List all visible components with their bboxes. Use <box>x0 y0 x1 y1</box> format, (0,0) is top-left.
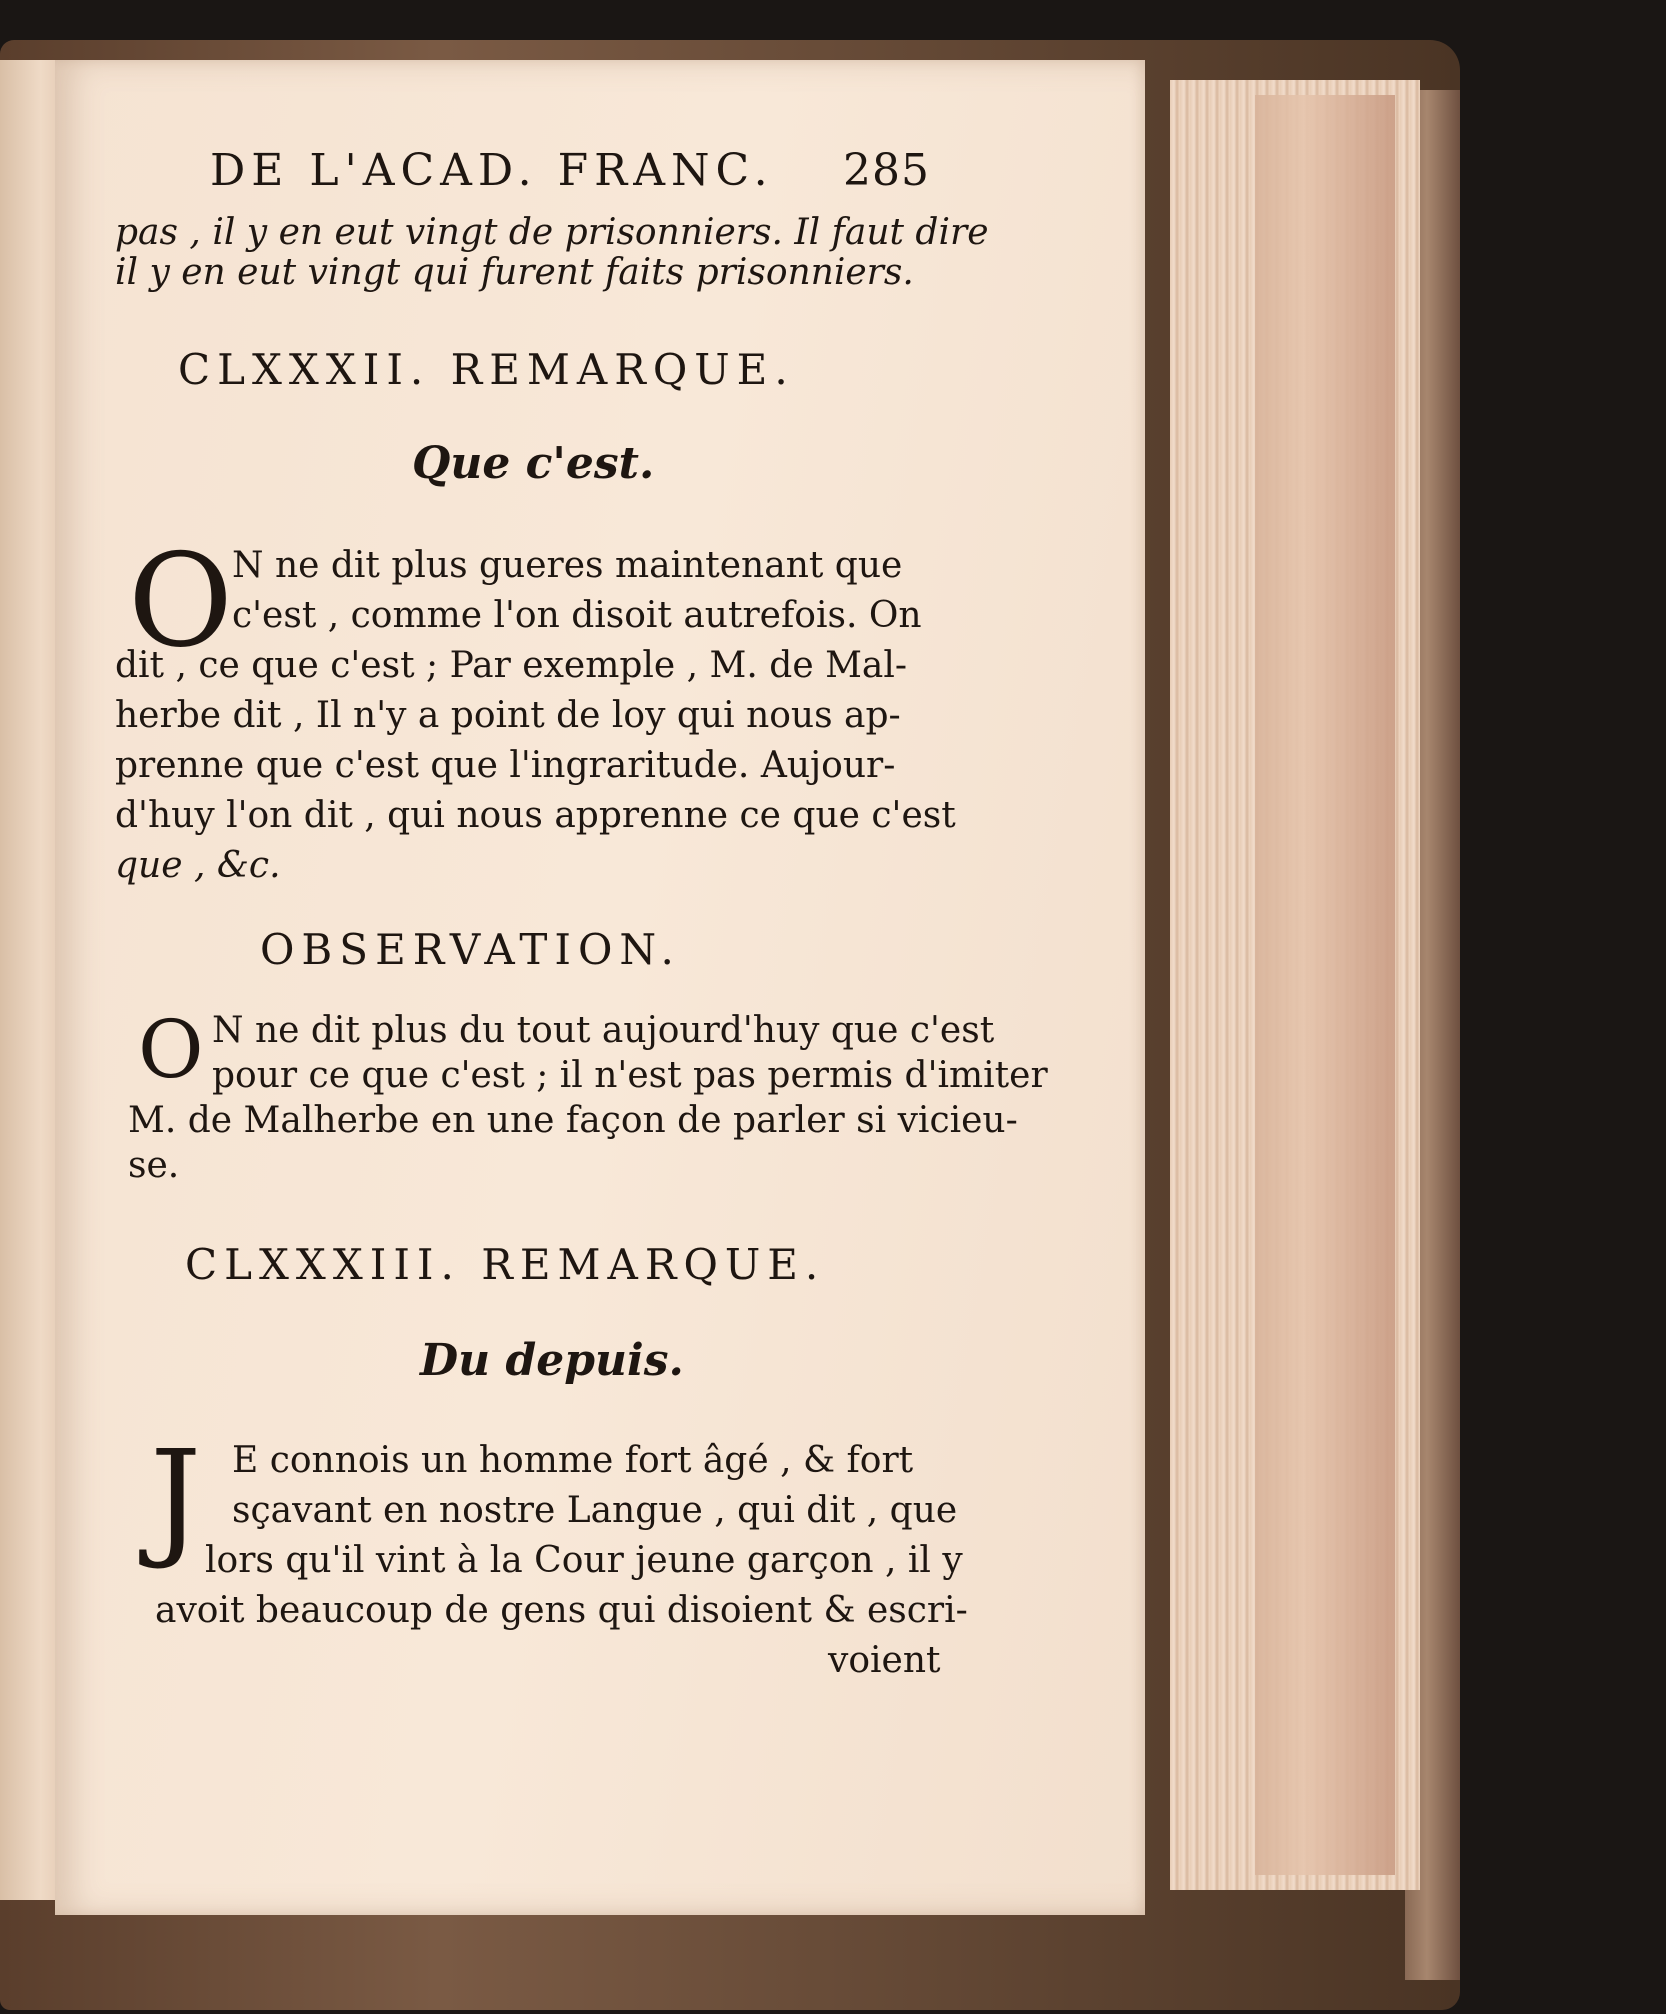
page-block-shade <box>1255 95 1395 1875</box>
remark-172-line: prenne que c'est que l'ingraritude. Aujour- <box>115 745 896 786</box>
remark-172-line: dit , ce que c'est ; Par exemple , M. de Mal- <box>115 645 908 686</box>
remark-173-subhead: Du depuis. <box>420 1335 684 1386</box>
remark-173-line: E connois un homme fort âgé , & fort <box>232 1440 914 1481</box>
remark-172-line: d'huy l'on dit , qui nous apprenne ce que c'est <box>115 795 956 836</box>
remark-172-line: herbe dit , Il n'y a point de loy qui nous ap- <box>115 695 901 736</box>
remark-173-line: voient <box>828 1640 941 1681</box>
remark-172-subhead: Que c'est. <box>412 438 655 489</box>
remark-172-line: N ne dit plus gueres maintenant que <box>232 545 903 586</box>
observation-line: N ne dit plus du tout aujourd'huy que c'est <box>212 1010 995 1051</box>
running-header <box>210 145 930 196</box>
remark-172-line: que , &c. <box>115 845 281 886</box>
observation-dropcap: O <box>138 1003 204 1096</box>
remark-173-line: avoit beaucoup de gens qui disoient & escri- <box>155 1590 968 1631</box>
remark-172-title: CLXXXII. REMARQUE. <box>178 345 795 394</box>
book-page <box>55 60 1145 1915</box>
intro-line: il y en eut vingt qui furent faits prisonniers. <box>115 252 914 293</box>
remark-172-line: c'est , comme l'on disoit autrefois. On <box>232 595 922 636</box>
running-title: DE L'ACAD. FRANC. <box>210 145 774 196</box>
observation-line: M. de Malherbe en une façon de parler si vicieu- <box>128 1100 1018 1141</box>
observation-line: pour ce que c'est ; il n'est pas permis d'imiter <box>212 1055 1048 1096</box>
remark-173-dropcap: J <box>150 1424 202 1573</box>
observation-line: se. <box>128 1145 180 1186</box>
left-page-edge <box>0 60 60 1900</box>
remark-173-title: CLXXXIII. REMARQUE. <box>185 1240 826 1289</box>
remark-172-dropcap: O <box>128 527 233 676</box>
observation-title: OBSERVATION. <box>260 925 681 974</box>
remark-173-line: lors qu'il vint à la Cour jeune garçon , il y <box>205 1540 963 1581</box>
intro-line: pas , il y en eut vingt de prisonniers. Il faut dire <box>115 212 989 253</box>
remark-173-line: sçavant en nostre Langue , qui dit , que <box>232 1490 958 1531</box>
page-number: 285 <box>843 145 930 196</box>
